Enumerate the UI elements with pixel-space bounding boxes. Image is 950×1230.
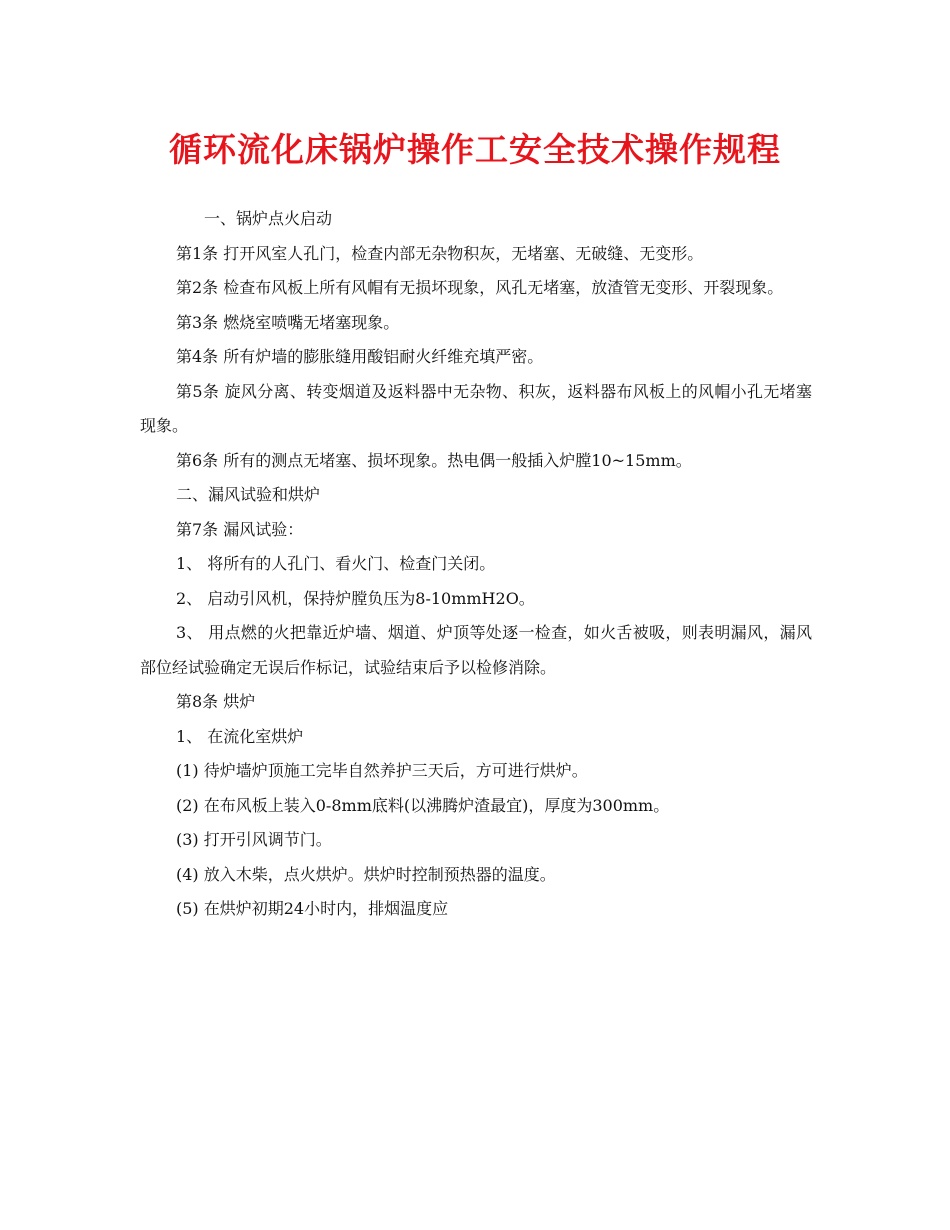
list-item: 3、 用点燃的火把靠近炉墙、烟道、炉顶等处逐一检查，如火舌被吸，则表明漏风，漏风部位经试验确定无误后作标记，试验结束后予以检修消除。 [140, 623, 812, 677]
article-paragraph: 第7条 漏风试验： [176, 519, 304, 539]
sub-list-item: (3) 打开引风调节门。 [176, 830, 332, 849]
list-item: 2、 启动引风机，保持炉膛负压为8-10mmH2O。 [176, 588, 535, 608]
sub-list-item: (2) 在布风板上装入0-8mm底料(以沸腾炉渣最宜)，厚度为300mm。 [176, 795, 670, 815]
article-paragraph: 第5条 旋风分离、转变烟道及返料器中无杂物、积灰，返料器布风板上的风帽小孔无堵塞现象。 [140, 381, 812, 435]
document-body [140, 202, 812, 927]
article-paragraph: 第3条 燃烧室喷嘴无堵塞现象。 [176, 312, 400, 332]
list-item: 1、 在流化室烘炉 [176, 726, 304, 746]
sub-list-item: (1) 待炉墙炉顶施工完毕自然养护三天后，方可进行烘炉。 [176, 761, 588, 780]
article-paragraph: 第6条 所有的测点无堵塞、损坏现象。热电偶一般插入炉膛10~15mm。 [176, 450, 692, 470]
sub-list-item: (4) 放入木柴，点火烘炉。烘炉时控制预热器的温度。 [176, 864, 556, 884]
sub-list-item: (5) 在烘炉初期24小时内，排烟温度应 [176, 899, 449, 918]
document-title: 循环流化床锅炉操作工安全技术操作规程 [169, 130, 781, 169]
section-heading: 二、漏风试验和烘炉 [176, 485, 321, 504]
article-paragraph: 第2条 检查布风板上所有风帽有无损坏现象，风孔无堵塞，放渣管无变形、开裂现象。 [176, 278, 784, 297]
section-heading: 一、锅炉点火启动 [204, 209, 333, 228]
list-item: 1、 将所有的人孔门、看火门、检查门关闭。 [176, 554, 496, 573]
article-paragraph: 第4条 所有炉墙的膨胀缝用酸铝耐火纤维充填严密。 [176, 347, 544, 366]
article-paragraph: 第1条 打开风室人孔门，检查内部无杂物积灰，无堵塞、无破缝、无变形。 [176, 243, 704, 263]
article-paragraph: 第8条 烘炉 [176, 692, 256, 711]
